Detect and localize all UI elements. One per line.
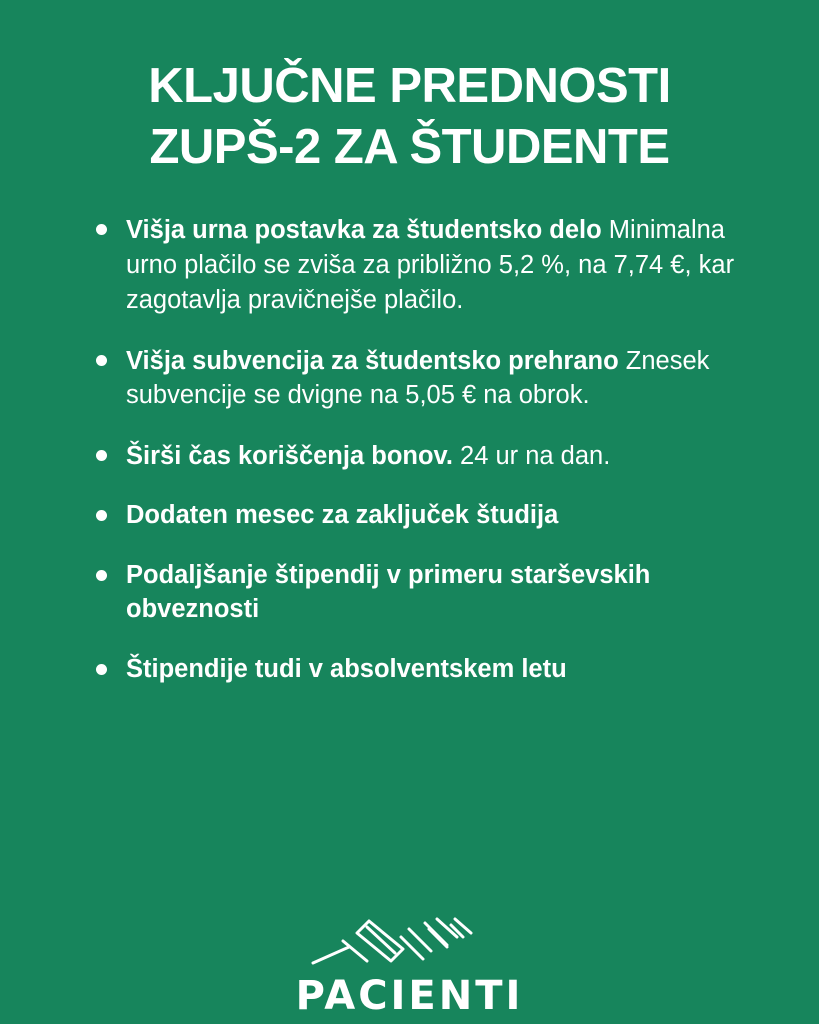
list-item-lead: Podaljšanje štipendij v primeru starševskih obveznosti [126, 561, 651, 624]
list-item-text [126, 499, 751, 533]
bullet-dot-icon [96, 450, 107, 461]
page-title-line-2: ZUPŠ-2 ZA ŠTUDENTE [149, 120, 670, 175]
bullet-dot-icon [96, 570, 107, 581]
list-item-lead: Višja subvencija za študentsko prehrano [126, 347, 619, 376]
list-item-detail: 24 ur na dan. [460, 441, 611, 470]
list-item-text [126, 653, 751, 687]
page-title [48, 56, 771, 179]
list-item-detail: Znesek subvencije se dvigne na 5,05 € na obrok. [126, 347, 710, 410]
list-item [126, 559, 751, 627]
list-item [126, 499, 751, 533]
bullet-dot-icon [96, 224, 107, 235]
list-item-text [126, 344, 751, 413]
brand-logo [0, 917, 819, 1019]
bullet-dot-icon [96, 510, 107, 521]
list-item [126, 653, 751, 687]
bullet-dot-icon [96, 664, 107, 675]
page-title-line-1: KLJUČNE PREDNOSTI [148, 59, 671, 113]
list-item [126, 344, 751, 413]
list-item-text [126, 439, 751, 473]
brand-name: PACIENTI [295, 973, 524, 1019]
list-item-detail: Minimalna urno plačilo se zviša za približno 5,2 %, na 7,74 €, kar zagotavlja pravičnejše plačilo. [126, 215, 735, 314]
list-item-lead: Višja urna postavka za študentsko delo [126, 215, 602, 244]
list-item [126, 439, 751, 473]
benefits-list [48, 213, 771, 687]
list-item-text [126, 213, 751, 319]
list-item-lead: Širši čas koriščenja bonov. [126, 441, 453, 470]
bullet-dot-icon [96, 355, 107, 366]
syringe-icon [305, 917, 515, 974]
list-item [126, 213, 751, 319]
list-item-lead: Dodaten mesec za zaključek študija [126, 501, 559, 530]
list-item-text [126, 559, 751, 627]
list-item-lead: Štipendije tudi v absolventskem letu [126, 655, 567, 684]
